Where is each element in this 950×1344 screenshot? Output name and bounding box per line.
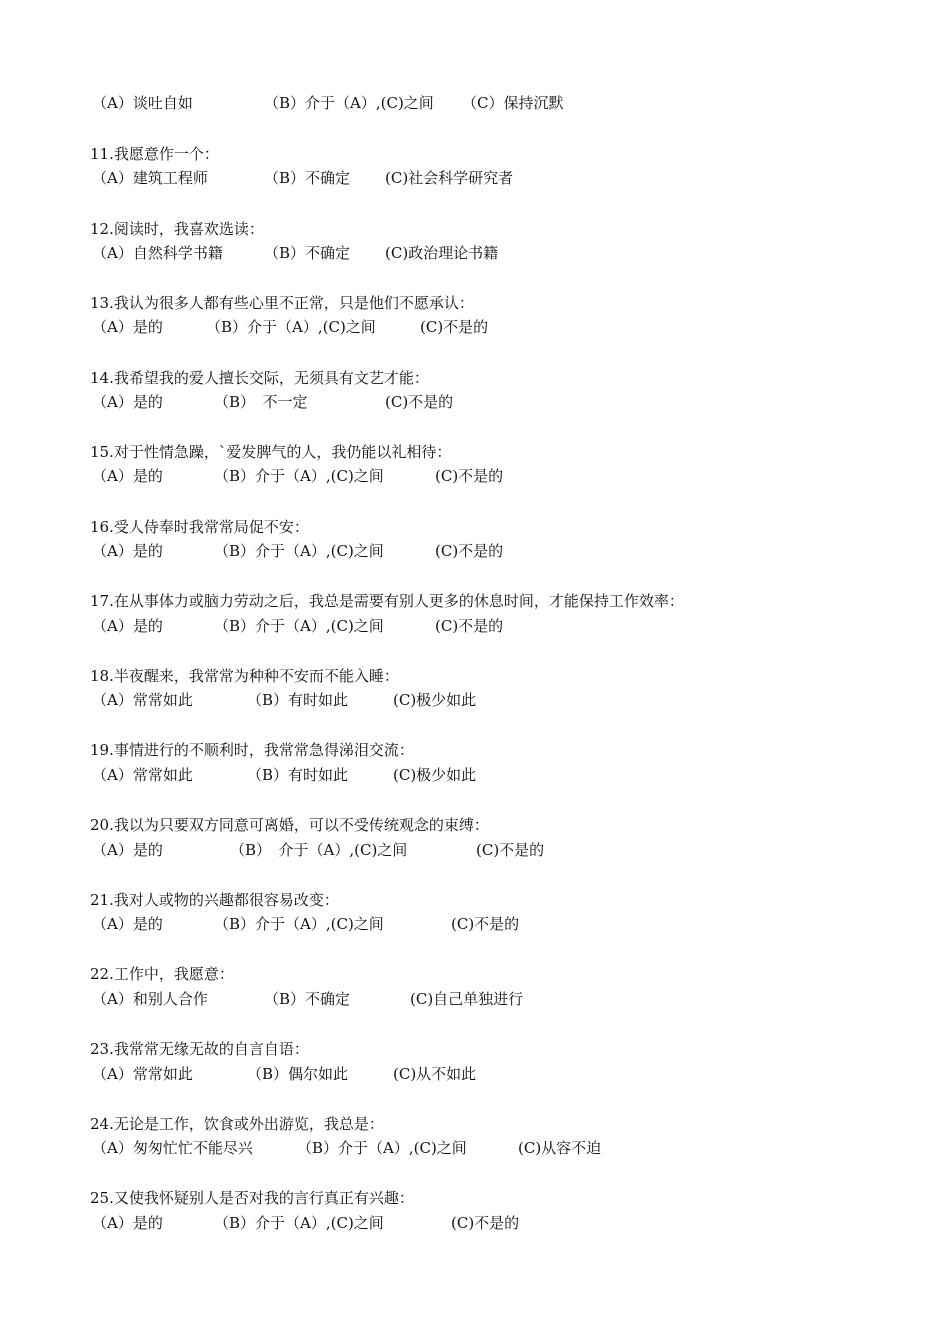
question-25: 25.又使我怀疑别人是否对我的言行真正有兴趣： — [90, 1189, 414, 1207]
question-19: 19.事情进行的不顺利时，我常常急得涕泪交流： — [90, 741, 414, 759]
option-c: (C)不是的 — [451, 1214, 520, 1232]
option-b: （B）不确定 — [264, 169, 351, 187]
option-b: （B）有时如此 — [247, 766, 349, 784]
option-a: （A）谈吐自如 — [92, 94, 193, 112]
question-22: 22.工作中，我愿意： — [90, 965, 234, 983]
question-12: 12.阅读时，我喜欢选读： — [90, 220, 264, 238]
option-c: (C)不是的 — [451, 915, 520, 933]
option-a: （A）常常如此 — [92, 691, 193, 709]
question-21: 21.我对人或物的兴趣都很容易改变： — [90, 891, 339, 909]
option-b: （B）不确定 — [264, 244, 351, 262]
option-b: （B）不确定 — [264, 990, 351, 1008]
option-b: （B）介于（A）,(C)之间 — [214, 1214, 384, 1232]
question-16: 16.受人侍奉时我常常局促不安： — [90, 518, 309, 536]
option-b: （B）有时如此 — [247, 691, 349, 709]
option-a: （A）是的 — [92, 542, 163, 560]
option-a: （A）匆匆忙忙不能尽兴 — [92, 1139, 253, 1157]
option-b: （B）介于（A）,(C)之间 — [264, 94, 434, 112]
option-b: （B）介于（A）,(C)之间 — [214, 915, 384, 933]
question-17: 17.在从事体力或脑力劳动之后，我总是需要有别人更多的休息时间，才能保持工作效率： — [90, 592, 684, 610]
question-13: 13.我认为很多人都有些心里不正常，只是他们不愿承认： — [90, 294, 474, 312]
question-24: 24.无论是工作，饮食或外出游览，我总是： — [90, 1115, 384, 1133]
option-b: （B） 不一定 — [214, 393, 308, 411]
option-c: (C)极少如此 — [393, 691, 477, 709]
option-a: （A）是的 — [92, 915, 163, 933]
option-a: （A）常常如此 — [92, 1065, 193, 1083]
option-c: (C)不是的 — [420, 318, 489, 336]
question-23: 23.我常常无缘无故的自言自语： — [90, 1040, 309, 1058]
question-18: 18.半夜醒来，我常常为种种不安而不能入睡： — [90, 667, 399, 685]
option-c: (C)不是的 — [435, 467, 504, 485]
option-a: （A）建筑工程师 — [92, 169, 208, 187]
option-c: (C)不是的 — [385, 393, 454, 411]
option-a: （A）是的 — [92, 841, 163, 859]
option-a: （A）是的 — [92, 318, 163, 336]
option-c: (C)从不如此 — [393, 1065, 477, 1083]
option-a: （A）是的 — [92, 467, 163, 485]
question-14: 14.我希望我的爱人擅长交际，无须具有文艺才能： — [90, 369, 429, 387]
question-11: 11.我愿意作一个： — [90, 145, 219, 163]
option-c: (C)不是的 — [476, 841, 545, 859]
question-20: 20.我以为只要双方同意可离婚，可以不受传统观念的束缚： — [90, 816, 489, 834]
option-b: （B）介于（A）,(C)之间 — [214, 467, 384, 485]
option-a: （A）是的 — [92, 393, 163, 411]
option-c: (C)政治理论书籍 — [385, 244, 499, 262]
option-c: (C)社会科学研究者 — [385, 169, 514, 187]
option-b: （B）介于（A）,(C)之间 — [206, 318, 376, 336]
option-b: （B） 介于（A）,(C)之间 — [230, 841, 408, 859]
option-c: （C）保持沉默 — [462, 94, 564, 112]
option-b: （B）介于（A）,(C)之间 — [214, 617, 384, 635]
option-c: (C)从容不迫 — [518, 1139, 602, 1157]
option-a: （A）是的 — [92, 617, 163, 635]
option-b: （B）介于（A）,(C)之间 — [297, 1139, 467, 1157]
question-15: 15.对于性情急躁，`爱发脾气的人，我仍能以礼相待： — [90, 443, 452, 461]
option-b: （B）偶尔如此 — [247, 1065, 349, 1083]
option-c: (C)极少如此 — [393, 766, 477, 784]
option-a: （A）是的 — [92, 1214, 163, 1232]
option-c: (C)不是的 — [435, 542, 504, 560]
option-a: （A）自然科学书籍 — [92, 244, 223, 262]
option-a: （A）常常如此 — [92, 766, 193, 784]
option-a: （A）和别人合作 — [92, 990, 208, 1008]
option-c: (C)不是的 — [435, 617, 504, 635]
option-b: （B）介于（A）,(C)之间 — [214, 542, 384, 560]
option-c: (C)自己单独进行 — [410, 990, 524, 1008]
